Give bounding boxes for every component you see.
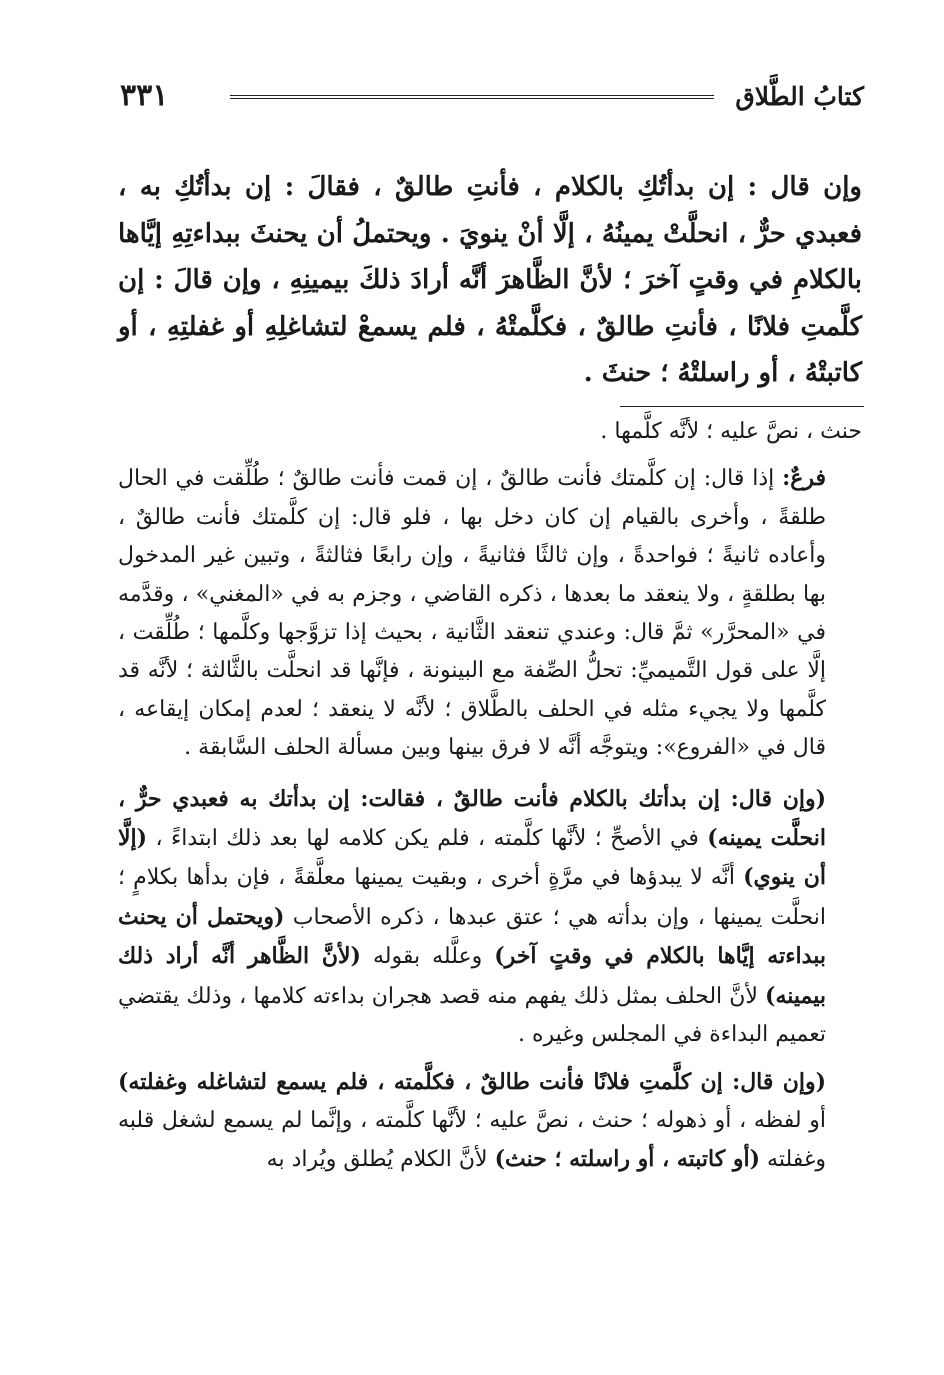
commentary-text: أنَّه لا يبدؤها في مرَّةٍ أخرى ، وبقيت يمينها معلَّقةً ، فإن بدأها بكلامٍ ؛ انحلَّت يمينها ، وإن بدأته هي ؛ عتق عبدها ، ذكره الأصحاب <box>118 865 826 930</box>
commentary <box>118 413 862 1180</box>
page-header <box>120 78 864 118</box>
commentary-text: وعلَّله بقوله <box>360 944 495 970</box>
commentary-paragraph-1 <box>118 413 862 451</box>
quoted-matn: (وإن قال: إن بدأتك بالكلام فأنت طالقٌ ، فقالت: إن بدأتك به فعبدي حرٌّ ، انحلَّت يمينه) <box>118 785 826 852</box>
commentary-paragraph-4 <box>118 1063 862 1180</box>
separator-rule <box>620 406 864 407</box>
quoted-matn: (وإن قال: إن كلَّمتِ فلانًا فأنت طالقٌ ، فكلَّمته ، فلم يسمع لتشاغله وغفلته) <box>118 1068 826 1095</box>
quoted-matn: (أو كاتبته ، أو راسلته ؛ حنث) <box>494 1146 761 1173</box>
quoted-matn: (إلَّا أن ينوي) <box>118 825 827 891</box>
commentary-text: لأنَّ الحلف بمثل ذلك يفهم منه قصد هجران بداءته كلامها ، وذلك يقتضي تعميم البداءة في المجلس وغيره . <box>118 983 826 1048</box>
far-heading: فرعٌ: <box>782 465 826 492</box>
quoted-matn: (لأنَّ الظَّاهر أنَّه أراد ذلك بيمينه) <box>118 943 826 1009</box>
page-number: ٣٣١ <box>120 78 169 113</box>
commentary-text: حنث ، نصَّ عليه ؛ لأنَّه كلَّمها . <box>600 419 862 444</box>
commentary-text: لأنَّ الكلام يُطلق ويُراد به <box>266 1147 495 1173</box>
header-rule <box>230 95 714 99</box>
commentary-text: أو لفظه ، أو ذهوله ؛ حنث ، نصَّ عليه ؛ لأنَّها كلَّمته ، وإنَّما لم يسمع لشغل قلبه وغفلته <box>118 1107 826 1173</box>
quoted-matn: (ويحتمل أن يحنث ببداءته إيَّاها بالكلام في وقتٍ آخر) <box>118 903 826 970</box>
matn-text: وإن قال : إن بدأتُكِ بالكلام ، فأنتِ طالقٌ ، فقالَ : إن بدأتُكِ به ، فعبدي حرٌّ ، انحلَّتْ يمينُهُ ، إلَّا أنْ ينويَ . ويحتملُ أن يحنثَ ببداءتِهِ إيَّاها بالكلامِ في وقتٍ آخرَ ؛ لأنَّ الظَّاهرَ أنَّه أرادَ ذلكَ بيمينِهِ ، وإن قالَ : إن كلَّمتِ فلانًا ، فأنتِ طالقٌ ، فكلَّمتْهُ ، فلم يسمعْ لتشاغلِهِ أو غفلتِهِ ، أو كاتبتْهُ ، أو راسلتْهُ ؛ حنثَ . <box>118 172 862 388</box>
commentary-paragraph-2 <box>118 459 862 767</box>
running-title: كتابُ الطَّلاق <box>735 82 864 111</box>
commentary-text: في الأصحِّ ؛ لأنَّها كلَّمته ، فلم يكن كلامه لها بعد ذلك ابتداءً ، <box>147 826 708 852</box>
commentary-text: إذا قال: إن كلَّمتك فأنت طالقٌ ، إن قمت فأنت طالقٌ ؛ طُلِّقت في الحال طلقةً ، وأخرى بالقيام إن كان دخل بها ، فلو قال: إن كلَّمتك فأنت طالقٌ ، وأعاده ثانيةً ؛ فواحدةً ، وإن ثالثًا فثانيةً ، وإن رابعًا فثالثةً ، وتبين غير المدخول بها بطلقةٍ ، ولا ينعقد ما بعدها ، ذكره القاضي ، وجزم به في «المغني» ، وقدَّمه في «المحرَّر» ثمَّ قال: وعندي تنعقد الثَّانية ، بحيث إذا تزوَّجها وكلَّمها ؛ طُلِّقت ، إلَّا على قول التَّميميِّ: تحلُّ الصِّفة مع البينونة ، فإنَّها قد انحلَّت بالثَّالثة ؛ لأنَّه قد كلَّمها ولا يجيء مثله في الحلف بالطَّلاق ؛ لأنَّه لا ينعقد ؛ لعدم إمكان إيقاعه ، قال في «الفروع»: ويتوجَّه أنَّه لا فرق بينها وبين مسألة الحلف السَّابقة . <box>118 466 826 761</box>
commentary-paragraph-3 <box>118 780 862 1055</box>
